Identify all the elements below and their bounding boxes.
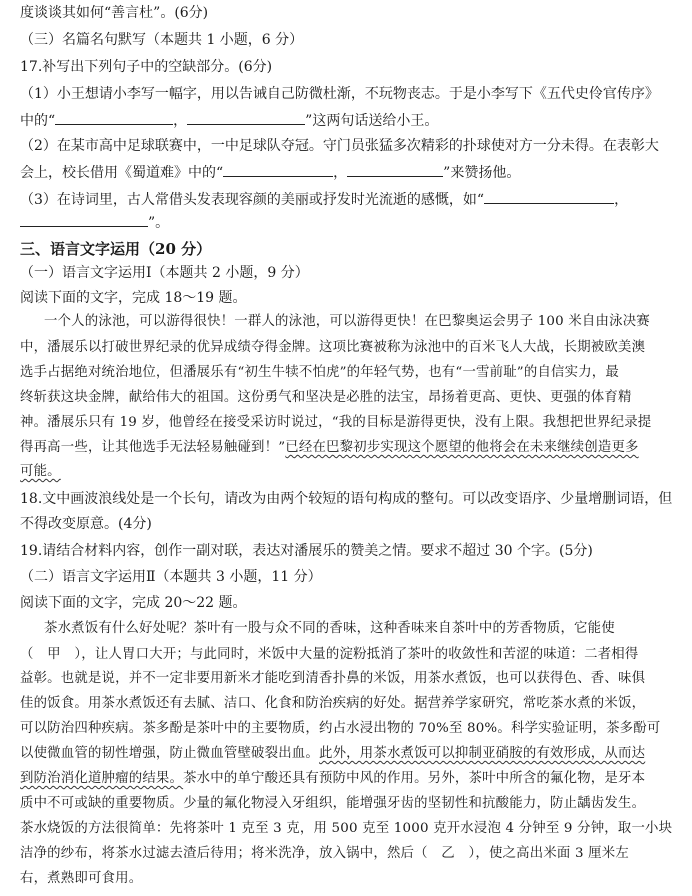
passage2-line2: （ 甲 ），让人胃口大开；与此同时，米饭中大量的淀粉抵消了茶叶的收敛性和苦涩的味道：二者相得	[20, 647, 639, 662]
passage2-line6-plain: 以使微血管的韧性增强，防止微血管壁破裂出血。	[20, 746, 319, 761]
q17-3-blank-2[interactable]	[20, 212, 148, 227]
passage1-line2: 中，潘展乐以打破世界纪录的优异成绩夺得金牌。这项比赛被称为泳池中的百米飞人大战，长期被欧美澳	[20, 340, 646, 355]
passage2-line11: 右，煮熟即可食用。	[20, 871, 143, 886]
q17-1-line2	[20, 110, 438, 130]
passage2-line3: 益彰。也就是说，并不一定非要用新米才能吃到清香扑鼻的米饭，用茶水煮饭，也可以获得色、香、味俱	[20, 671, 646, 686]
wavy-underlined-sentence: 已经在巴黎初步实现这个愿望的他将会在未来继续创造更多	[285, 440, 639, 455]
q17-3-blank-1[interactable]	[484, 189, 614, 204]
passage2-line6	[20, 745, 645, 763]
passage1-line6-plain: 得再高一些，让其他选手无法轻易触碰到！”	[20, 440, 286, 455]
language-use-1-heading: （一）语言文字运用Ⅰ（本题共 2 小题，9 分）	[20, 265, 309, 281]
q17-2-suffix: ”来赞扬他。	[443, 165, 521, 181]
wavy-underlined-sentence-end: 可能。	[20, 464, 61, 479]
passage1-line7	[20, 463, 61, 481]
passage2-line7	[20, 770, 645, 788]
q17-3-suffix: ”。	[148, 215, 170, 231]
section-three-heading: 三、语言文字运用（20 分）	[20, 240, 212, 258]
passage2-line5: 可以防治四种疾病。茶多酚是茶叶中的主要物质，约占水浸出物的 70%至 80%。科学实验证明，茶多酚可	[20, 721, 661, 736]
q17-3-comma: ，	[614, 192, 629, 208]
section-famous-lines-heading: （三）名篇名句默写（本题共 1 小题，6 分）	[20, 32, 304, 48]
reading-instruction-20-22: 阅读下面的文字，完成 20～22 题。	[20, 595, 247, 611]
passage1-line5: 神。潘展乐只有 19 岁，他曾经在接受采访时说过，“我的目标是游得更快，没有上限。我想把世界纪录提	[20, 415, 652, 430]
q17-2-line2	[20, 162, 520, 182]
q16-tail: 度谈谈其如何“善言杜”。(6分)	[20, 5, 209, 21]
passage1-line3: 选手占据绝对统治地位，但潘展乐有“初生牛犊不怕虎”的年轻气势，也有“一雪前耻”的自信实力，最	[20, 365, 619, 380]
q17-3-line1	[20, 189, 628, 209]
q17-3-line2	[20, 212, 169, 232]
q17-2-comma: ，	[333, 165, 348, 181]
q17-1-line1: （1）小王想请小李写一幅字，用以告诫自己防微杜渐，不玩物丧志。于是小李写下《五代史伶官传序》	[20, 86, 659, 102]
q17-2-blank-1[interactable]	[223, 162, 333, 177]
passage2-line4: 佳的饭食。用茶水煮饭还有去腻、洁口、化食和防治疾病的好处。据营养学家研究，常吃茶水煮的米饭，	[20, 696, 646, 711]
reading-instruction-18-19: 阅读下面的文字，完成 18～19 题。	[20, 290, 247, 306]
passage2-line10: 洁净的纱布，将茶水过滤去渣后待用；将米洗净，放入锅中，然后（ 乙 ），使之高出米面 3 厘米左	[20, 846, 629, 861]
q17-1-suffix: ”这两句话送给小王。	[305, 113, 439, 129]
q17-2-prefix: 会上，校长借用《蜀道难》中的“	[20, 165, 224, 181]
q17-2-blank-2[interactable]	[347, 162, 443, 177]
q18-line2: 不得改变原意。(4分)	[20, 516, 152, 532]
wavy-underlined-sentence-2-end: 到防治消化道肿瘤的结果。	[20, 771, 184, 786]
q17-1-prefix: 中的“	[20, 113, 56, 129]
language-use-2-heading: （二）语言文字运用Ⅱ（本题共 3 小题，11 分）	[20, 569, 322, 585]
passage1-line6	[20, 439, 639, 457]
q17-3-prefix: （3）在诗词里，古人常借头发表现容颜的美丽或抒发时光流逝的感慨，如“	[20, 192, 485, 208]
wavy-underlined-sentence-2: 此外，用茶水煮饭可以抑制亚硝胺的有效形成，从而达	[319, 746, 646, 761]
q17-1-blank-1[interactable]	[55, 110, 173, 125]
q17-stem: 17.补写出下列句子中的空缺部分。(6分)	[20, 59, 273, 75]
passage1-line1: 一个人的泳池，可以游得很快！一群人的泳池，可以游得更快！在巴黎奥运会男子 100 米自由泳决赛	[44, 314, 650, 329]
passage2-line7-plain: 茶水中的单宁酸还具有预防中风的作用。另外，茶叶中所含的氟化物，是牙本	[183, 771, 646, 786]
passage2-line1: 茶水煮饭有什么好处呢？茶叶有一股与众不同的香味，这种香味来自茶叶中的芳香物质，它能使	[44, 621, 615, 636]
q17-1-blank-2[interactable]	[187, 110, 305, 125]
passage2-line9: 茶水烧饭的方法很简单：先将茶叶 1 克至 3 克，用 500 克至 1000 克开水浸泡 4 分钟至 9 分钟，取一小块	[20, 821, 673, 836]
q17-2-line1: （2）在某市高中足球联赛中，一中足球队夺冠。守门员张猛多次精彩的扑球使对方一分未得。在表彰大	[20, 138, 659, 154]
q17-1-comma: ，	[173, 113, 188, 129]
q18-line1: 18.文中画波浪线处是一个长句，请改为由两个较短的语句构成的整句。可以改变语序、少量增删词语，但	[20, 491, 673, 507]
q19: 19.请结合材料内容，创作一副对联，表达对潘展乐的赞美之情。要求不超过 30 个字。(5分)	[20, 543, 593, 559]
passage1-line4: 终斩获这块金牌，献给伟大的祖国。这份勇气和坚决是必胜的法宝，昂扬着更高、更快、更强的体育精	[20, 390, 632, 405]
passage2-line8: 质中不可或缺的重要物质。少量的氟化物浸入牙组织，能增强牙齿的坚韧性和抗酸能力，防止龋齿发生。	[20, 796, 646, 811]
